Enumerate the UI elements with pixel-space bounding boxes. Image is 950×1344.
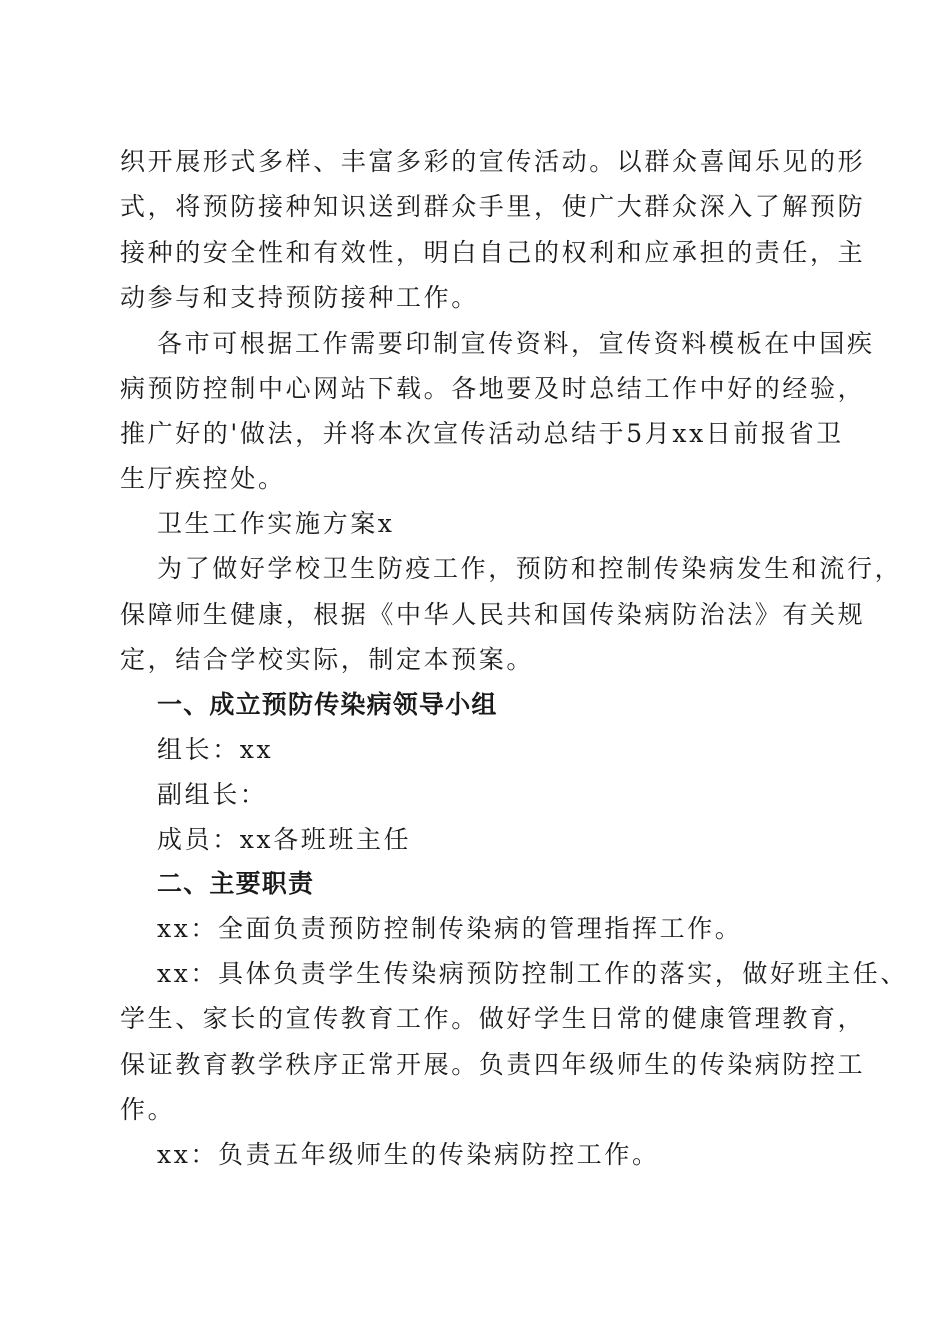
section-heading: 二、主要职责 <box>157 869 315 898</box>
paragraph-line: 推广好的'做法，并将本次宣传活动总结于5月xx日前报省卫 <box>120 419 844 448</box>
paragraph-line: 作。 <box>120 1095 176 1124</box>
paragraph-line: 定，结合学校实际，制定本预案。 <box>120 645 535 674</box>
paragraph-line: 保证教育教学秩序正常开展。负责四年级师生的传染病防控工 <box>120 1050 866 1079</box>
paragraph-line: xx：负责五年级师生的传染病防控工作。 <box>157 1140 660 1169</box>
list-item: 组长：xx <box>157 735 274 764</box>
paragraph-line: 为了做好学校卫生防疫工作，预防和控制传染病发生和流行， <box>157 554 903 583</box>
paragraph-line: 动参与和支持预防接种工作。 <box>120 283 479 312</box>
document-title: 卫生工作实施方案x <box>157 509 395 538</box>
section-heading: 一、成立预防传染病领导小组 <box>157 690 498 719</box>
paragraph-line: xx：具体负责学生传染病预防控制工作的落实，做好班主任、 <box>157 959 909 988</box>
list-item: 副组长： <box>157 780 268 809</box>
paragraph-line: 生厅疾控处。 <box>120 464 286 493</box>
paragraph-line: 病预防控制中心网站下载。各地要及时总结工作中好的经验， <box>120 374 866 403</box>
paragraph-line: 保障师生健康，根据《中华人民共和国传染病防治法》有关规 <box>120 600 866 629</box>
paragraph-line: 学生、家长的宣传教育工作。做好学生日常的健康管理教育， <box>120 1004 866 1033</box>
paragraph-line: 式，将预防接种知识送到群众手里，使广大群众深入了解预防 <box>120 192 866 221</box>
paragraph-line: 织开展形式多样、丰富多彩的宣传活动。以群众喜闻乐见的形 <box>120 147 866 176</box>
paragraph-line: 接种的安全性和有效性，明白自己的权利和应承担的责任，主 <box>120 238 866 267</box>
paragraph-line: 各市可根据工作需要印制宣传资料，宣传资料模板在中国疾 <box>157 329 875 358</box>
paragraph-line: xx：全面负责预防控制传染病的管理指挥工作。 <box>157 914 743 943</box>
list-item: 成员：xx各班班主任 <box>157 825 412 854</box>
